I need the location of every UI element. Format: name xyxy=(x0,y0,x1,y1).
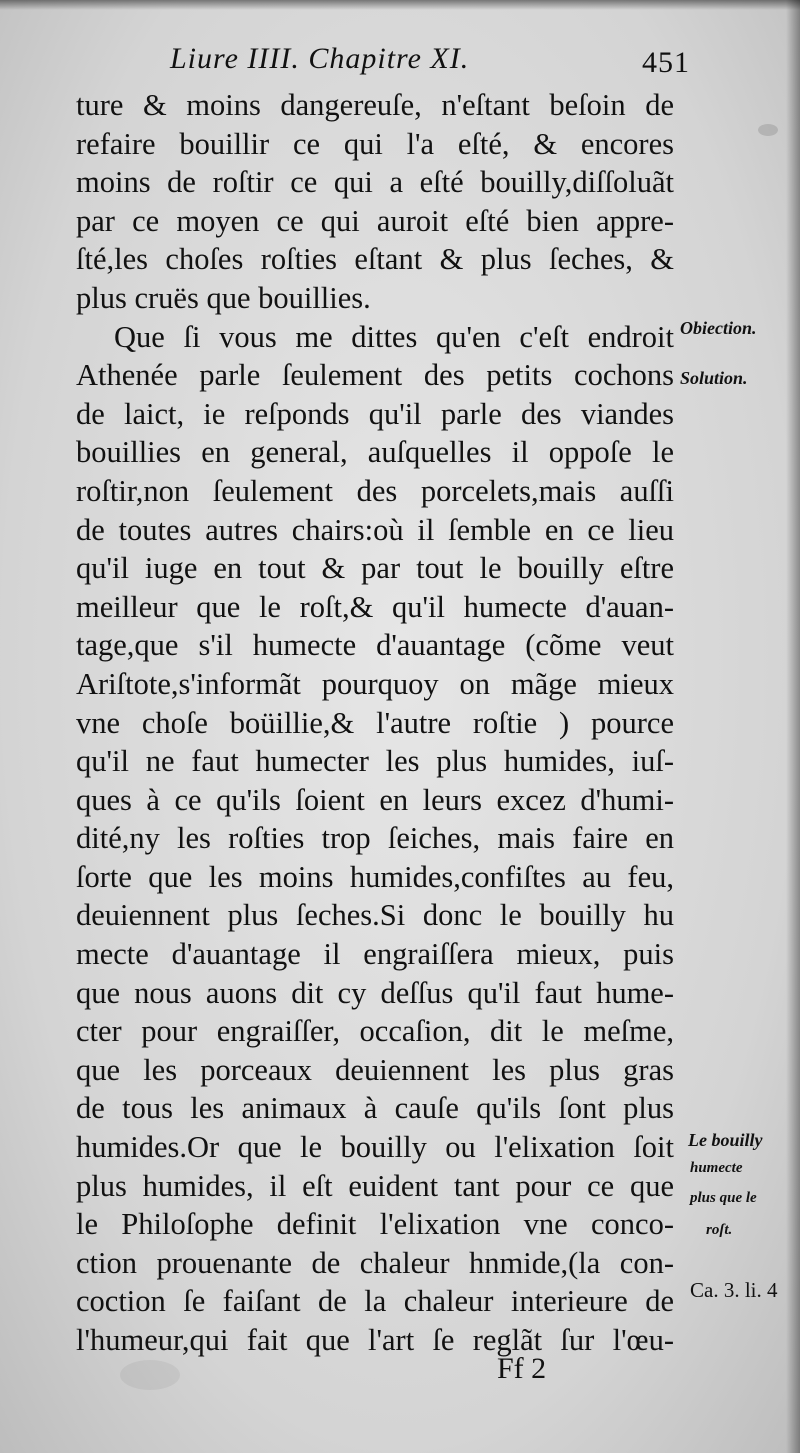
text-line: de laict, ie reſponds qu'il parle des viandes xyxy=(76,396,674,431)
text-line: ſté,les choſes roſties eſtant & plus ſeches, & xyxy=(76,242,674,277)
text-line: roſtir,non ſeulement des porcelets,mais auſſi xyxy=(76,473,674,508)
margin-note-solution: Solution. xyxy=(680,368,748,388)
text-line: deuiennent plus ſeches.Si donc le bouilly hu xyxy=(76,898,674,933)
text-line: coction ſe faiſant de la chaleur interieure de xyxy=(76,1284,674,1319)
text-line: ture & moins dangereuſe, n'eſtant beſoin de xyxy=(76,88,674,122)
text-line: ſorte que les moins humides,confiſtes au feu, xyxy=(76,859,674,894)
margin-note-objection: Obiection. xyxy=(680,318,757,338)
margin-note-bouilly-4: roſt. xyxy=(706,1222,733,1238)
page-top-shadow xyxy=(0,0,800,10)
text-line: qu'il iuge en tout & par tout le bouilly eſtre xyxy=(76,551,674,586)
text-line: par ce moyen ce qui auroit eſté bien appre- xyxy=(76,203,674,238)
ink-smudge xyxy=(758,124,778,136)
text-line: plus cruës que bouillies. xyxy=(76,280,371,315)
text-line: humides.Or que le bouilly ou l'elixation ſoit xyxy=(76,1130,674,1165)
text-line: mecte d'auantage il engraiſſera mieux, puis xyxy=(76,937,674,972)
page-number: 451 xyxy=(642,46,690,79)
text-line: Ariſtote,s'informãt pourquoy on mãge mieux xyxy=(76,666,674,701)
text-line: Que ſi vous me dittes qu'en c'eſt endroit xyxy=(114,319,674,354)
text-line: l'humeur,qui fait que l'art ſe reglãt ſur l'œu- xyxy=(76,1323,674,1357)
text-line: tage,que s'il humecte d'auantage (cõme veut xyxy=(76,628,674,663)
text-line: de toutes autres chairs:où il ſemble en ce lieu xyxy=(76,512,674,547)
margin-reference: Ca. 3. li. 4 xyxy=(690,1278,778,1302)
text-line: ques à ce qu'ils ſoient en leurs excez d'humi- xyxy=(76,782,674,817)
running-title: Liure IIII. Chapitre XI. xyxy=(170,42,470,75)
text-line: plus humides, il eſt euident tant pour ce que xyxy=(76,1168,674,1203)
text-line: meilleur que le roſt,& qu'il humecte d'auan- xyxy=(76,589,674,624)
text-line: que les porceaux deuiennent les plus gras xyxy=(76,1052,674,1087)
main-text-block xyxy=(76,86,674,1360)
text-line: bouillies en general, auſquelles il oppoſe le xyxy=(76,435,674,470)
text-line: moins de roſtir ce qui a eſté bouilly,diſſoluãt xyxy=(76,165,674,200)
text-line: cter pour engraiſſer, occaſion, dit le meſme, xyxy=(76,1014,674,1049)
page-gutter-shadow xyxy=(786,0,800,1453)
text-line: de tous les animaux à cauſe qu'ils ſont plus xyxy=(76,1091,674,1126)
text-line: Athenée parle ſeulement des petits cochons xyxy=(76,358,674,393)
text-line: ction prouenante de chaleur hnmide,(la con- xyxy=(76,1245,674,1280)
bleed-through-mark xyxy=(120,1360,180,1390)
text-line: que nous auons dit cy deſſus qu'il faut hume- xyxy=(76,975,674,1010)
text-line: dité,ny les roſties trop ſeiches, mais faire en xyxy=(76,821,674,856)
margin-note-bouilly-3: plus que le xyxy=(690,1190,757,1206)
text-line: qu'il ne faut humecter les plus humides, iuſ- xyxy=(76,744,674,779)
running-header xyxy=(170,42,690,82)
text-line: vne choſe boüillie,& l'autre roſtie ) pource xyxy=(76,705,674,740)
margin-note-bouilly-2: humecte xyxy=(690,1160,743,1176)
margin-note-bouilly-1: Le bouilly xyxy=(688,1130,763,1150)
text-line: refaire bouillir ce qui l'a eſté, & encores xyxy=(76,126,674,161)
text-line: le Philoſophe definit l'elixation vne conco- xyxy=(76,1207,674,1242)
signature-mark: Ff 2 xyxy=(497,1352,547,1385)
